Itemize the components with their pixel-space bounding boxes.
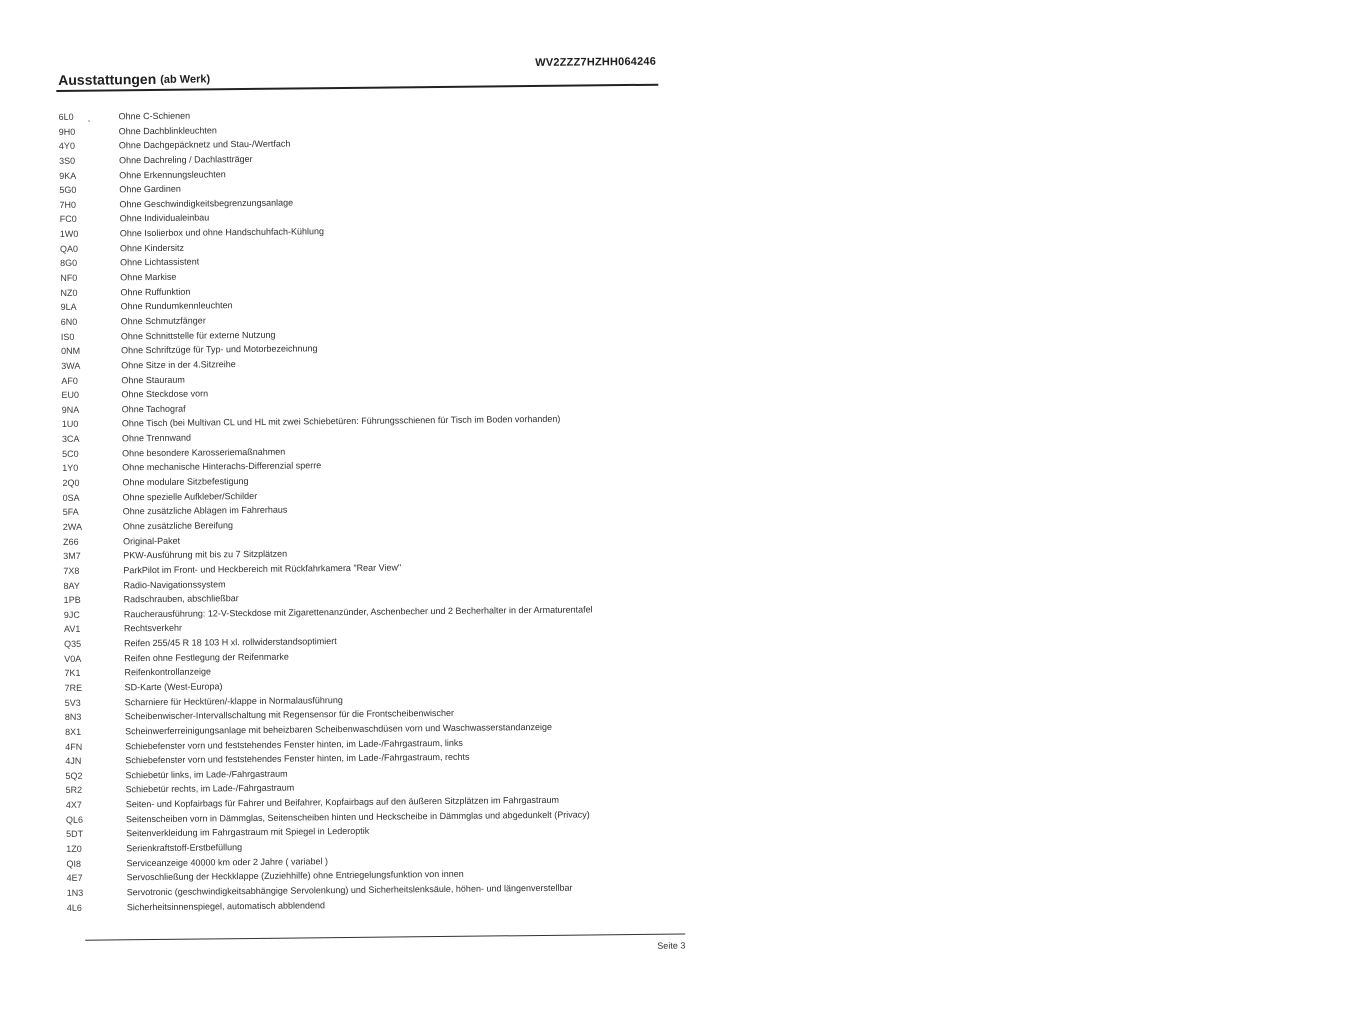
page-footer: [85, 933, 685, 959]
equipment-description: Ohne C-Schienen: [118, 110, 191, 122]
equipment-description: Ohne Isolierbox und ohne Handschuhfach-Kühlung: [119, 226, 325, 239]
equipment-description: ParkPilot im Front- und Heckbereich mit Rückfahrkamera "Rear View": [123, 562, 402, 576]
equipment-description: Ohne Steckdose vorn: [121, 388, 209, 400]
equipment-code: 5Q2: [65, 770, 83, 781]
equipment-code: 1W0: [59, 228, 79, 240]
equipment-list: [59, 104, 667, 915]
equipment-description: Ohne Sitze in der 4.Sitzreihe: [121, 359, 236, 371]
equipment-code: 4FN: [65, 741, 83, 752]
title-text: Ausstattungen: [58, 70, 157, 88]
equipment-code: 1Y0: [62, 463, 79, 474]
equipment-description: Ohne zusätzliche Ablagen im Fahrerhaus: [122, 504, 288, 517]
equipment-code: 3WA: [61, 360, 81, 371]
page-title: [58, 70, 210, 88]
equipment-code: NZ0: [60, 287, 78, 298]
title-subtitle: (ab Werk): [160, 73, 211, 86]
equipment-code: 9H0: [58, 126, 76, 137]
equipment-description: Ohne Lichtassistent: [120, 256, 200, 268]
equipment-description: Ohne Dachblinkleuchten: [118, 124, 217, 136]
equipment-description: Ohne spezielle Aufkleber/Schilder: [122, 490, 258, 502]
equipment-code: Q35: [64, 638, 82, 650]
equipment-code: V0A: [64, 653, 82, 664]
equipment-code: 5R2: [65, 785, 83, 796]
equipment-code: 4JN: [65, 755, 82, 767]
equipment-code: 6N0: [60, 316, 78, 327]
equipment-description: Ohne modulare Sitzbefestigung: [122, 476, 249, 488]
equipment-description: Raucherausführung: 12-V-Steckdose mit Zigarettenanzünder, Aschenbecher und 2 Becherhalter in der Armaturentafel: [123, 604, 593, 620]
equipment-code: 2WA: [62, 521, 83, 532]
equipment-description: Reifen 255/45 R 18 103 H xl. rollwiderstandsoptimiert: [124, 636, 337, 649]
equipment-description: Schiebefenster vorn und feststehendes Fenster hinten, im Lade-/Fahrgastraum, rechts: [125, 751, 470, 766]
equipment-code: 3S0: [59, 155, 76, 166]
equipment-code: 5G0: [59, 184, 77, 196]
footer-divider: [85, 933, 685, 940]
equipment-description: Sicherheitsinnenspiegel, automatisch abblendend: [126, 899, 326, 912]
equipment-description: Ohne Ruffunktion: [120, 286, 191, 298]
equipment-description: Serviceanzeige 40000 km oder 2 Jahre ( variabel ): [126, 855, 329, 868]
equipment-code: QL6: [65, 814, 84, 825]
equipment-description: Ohne Schriftzüge für Typ- und Motorbezeichnung: [120, 343, 318, 356]
equipment-description: Schiebetür links, im Lade-/Fahrgastraum: [125, 768, 288, 781]
equipment-code: 4L6: [66, 902, 82, 913]
equipment-code: 3CA: [61, 433, 80, 445]
equipment-code: 6L0: [58, 111, 74, 122]
equipment-code: 1U0: [61, 419, 79, 430]
equipment-code: 9JC: [63, 609, 80, 620]
equipment-code: 1Z0: [66, 843, 82, 854]
equipment-code: AF0: [61, 375, 78, 386]
equipment-description: Reifenkontrollanzeige: [124, 666, 212, 678]
page-number: Seite 3: [657, 940, 686, 951]
equipment-code: EU0: [61, 389, 80, 401]
equipment-description: Ohne Tachograf: [121, 403, 186, 415]
equipment-code: 8N3: [64, 712, 82, 723]
equipment-description: Ohne Rundumkennleuchten: [120, 300, 233, 312]
equipment-code: 0NM: [60, 346, 81, 357]
equipment-code: NF0: [60, 272, 78, 284]
equipment-description: Servoschließung der Heckklappe (Zuziehhilfe) ohne Entriegelungsfunktion von innen: [126, 869, 464, 883]
equipment-code: 9LA: [60, 302, 77, 313]
equipment-code: 4X7: [65, 799, 82, 811]
equipment-description: Ohne Markise: [120, 271, 177, 283]
equipment-code: 0SA: [62, 492, 80, 503]
equipment-code: 7RE: [64, 682, 83, 693]
equipment-code: 1PB: [63, 594, 81, 606]
equipment-code: 9NA: [61, 404, 80, 415]
equipment-description: Servotronic (geschwindigkeitsabhängige Servolenkung) und Sicherheitslenksäule, höhen- und längenverstellbar: [126, 882, 573, 898]
equipment-description: Scheibenwischer-Intervallschaltung mit Regensensor für die Frontscheibenwischer: [124, 708, 455, 722]
equipment-code: 5FA: [62, 507, 79, 518]
equipment-code: 8X1: [64, 726, 82, 737]
equipment-description: Ohne Gardinen: [119, 183, 181, 195]
vin-number: WV2ZZZ7HZHH064246: [535, 55, 657, 69]
equipment-description: Ohne mechanische Hinterachs-Differenzial sperre: [122, 460, 322, 473]
equipment-code: 1N3: [66, 887, 84, 898]
equipment-description: Ohne Schnittstelle für externe Nutzung: [120, 329, 276, 341]
equipment-description: Radio-Navigationssystem: [123, 578, 226, 590]
equipment-description: Seitenscheiben vorn in Dämmglas, Seitenscheiben hinten und Heckscheibe in Dämmglas und abgedunkelt (Privacy): [125, 809, 590, 825]
equipment-description: Schiebefenster vorn und feststehendes Fenster hinten, im Lade-/Fahrgastraum, links: [125, 737, 463, 751]
equipment-description: Ohne Dachgepäcknetz und Stau-/Wertfach: [118, 138, 291, 151]
equipment-code: 9KA: [59, 170, 77, 181]
equipment-description: Ohne Trennwand: [121, 432, 192, 444]
equipment-code: 7K1: [64, 668, 81, 679]
equipment-description: Ohne Kindersitz: [119, 242, 185, 254]
equipment-description: Ohne zusätzliche Bereifung: [122, 520, 234, 532]
equipment-description: Ohne Tisch (bei Multivan CL und HL mit zwei Schiebetüren: Führungsschienen für Tisch im Boden vorhanden): [121, 414, 561, 429]
equipment-code: 3M7: [63, 550, 81, 562]
equipment-code: 4E7: [66, 873, 83, 884]
equipment-description: PKW-Ausführung mit bis zu 7 Sitzplätzen: [123, 548, 288, 561]
equipment-description: Schiebetür rechts, im Lade-/Fahrgastraum: [125, 783, 295, 795]
equipment-description: Ohne Geschwindigkeitsbegrenzungsanlage: [119, 197, 294, 210]
equipment-description: SD-Karte (West-Europa): [124, 681, 223, 693]
equipment-description: Seitenverkleidung im Fahrgastraum mit Spiegel in Lederoptik: [126, 826, 370, 839]
equipment-code: QI8: [66, 858, 81, 869]
equipment-description: Scheinwerferreinigungsanlage mit beheizbaren Scheibenwaschdüsen vorn und Waschwasserstandanzeige: [124, 721, 552, 737]
equipment-code: AV1: [63, 624, 81, 635]
document-page: [56, 54, 686, 965]
equipment-description: Ohne Erkennungsleuchten: [119, 168, 226, 180]
equipment-code: FC0: [59, 214, 77, 225]
equipment-description: Rechtsverkehr: [123, 623, 183, 634]
equipment-code: Z66: [62, 536, 79, 547]
equipment-code: QA0: [59, 243, 79, 254]
equipment-description: Reifen ohne Festlegung der Reifenmarke: [124, 651, 289, 664]
equipment-code: 5V3: [64, 697, 81, 708]
equipment-code: 7X8: [63, 565, 80, 576]
equipment-description: Ohne Schmutzfänger: [120, 315, 206, 327]
equipment-description: Ohne Dachreling / Dachlastträger: [119, 153, 253, 166]
equipment-code: 8AY: [63, 580, 80, 591]
equipment-code: 2Q0: [62, 477, 80, 488]
equipment-description: Radschrauben, abschließbar: [123, 593, 239, 605]
equipment-code: IS0: [60, 331, 75, 342]
equipment-description: Seiten- und Kopfairbags für Fahrer und Beifahrer, Kopfairbags auf den äußeren Sitzplätzen im Fahrgastraum: [125, 794, 560, 810]
equipment-code: 5C0: [62, 448, 79, 459]
equipment-description: Scharniere für Hecktüren/-klappe in Normalausführung: [124, 694, 343, 707]
equipment-code: 4Y0: [58, 141, 75, 152]
equipment-description: Original-Paket: [122, 535, 181, 546]
equipment-description: Ohne besondere Karosseriemaßnahmen: [122, 446, 286, 459]
equipment-code: 5DT: [66, 829, 84, 840]
equipment-code: 8G0: [60, 258, 78, 269]
equipment-description: Serienkraftstoff-Erstbefüllung: [126, 842, 243, 854]
equipment-code: 7H0: [59, 199, 77, 210]
equipment-description: Ohne Individualeinbau: [119, 212, 210, 224]
equipment-description: Ohne Stauraum: [121, 374, 185, 385]
